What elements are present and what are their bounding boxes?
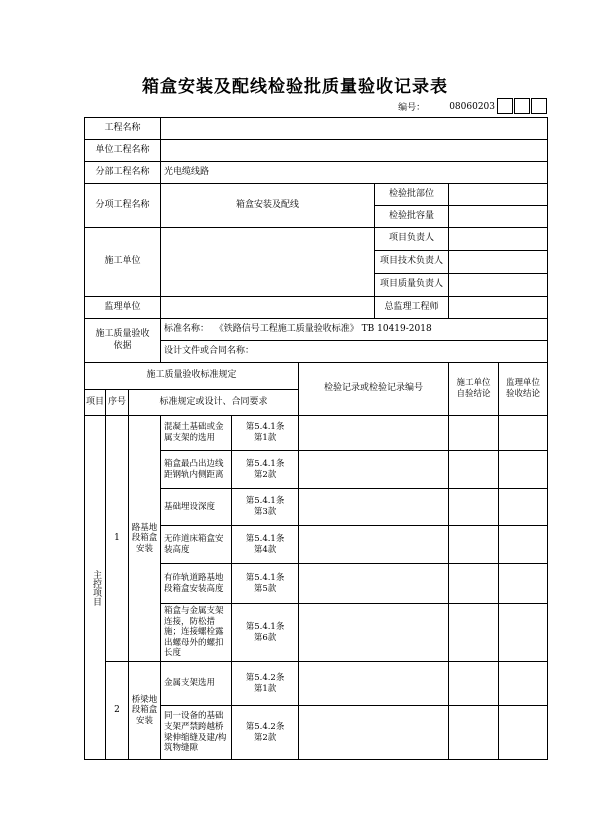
value-project-name[interactable] [161, 118, 548, 140]
item-clause: 第5.4.1条 第5款 [232, 564, 299, 604]
design-document[interactable] [161, 341, 548, 363]
row-project-name [85, 118, 548, 140]
item-clause: 第5.4.1条 第4款 [232, 526, 299, 564]
code-value: 08060203 [449, 101, 495, 112]
value-batch-part[interactable] [449, 184, 548, 206]
label-supervision-unit: 监理单位 [85, 297, 161, 319]
item-construction-result[interactable] [449, 416, 499, 451]
item-record[interactable] [299, 451, 449, 489]
label-project-name: 工程名称 [85, 118, 161, 140]
item-construction-result[interactable] [449, 451, 499, 489]
item-desc: 箱盒与金属支架连接，防松措施；连接螺栓露出螺母外的螺扣长度 [161, 604, 232, 662]
item-supervision-result[interactable] [499, 604, 548, 662]
row-part-project [85, 162, 548, 184]
header-requirement: 标准规定或设计、合同要求 [129, 390, 299, 416]
item-desc: 箱盒最凸出边线距钢轨内侧距离 [161, 451, 232, 489]
form-code [398, 100, 495, 113]
table-row [85, 416, 548, 451]
item-desc: 混凝土基础或金属支架的选用 [161, 416, 232, 451]
value-unit-project[interactable] [161, 140, 548, 162]
group-seq: 2 [106, 662, 129, 760]
code-boxes[interactable] [497, 98, 548, 114]
header-item: 项目 [85, 390, 106, 416]
standard-name[interactable] [161, 319, 548, 341]
label-batch-part: 检验批部位 [375, 184, 449, 206]
item-record[interactable] [299, 564, 449, 604]
item-supervision-result[interactable] [499, 662, 548, 706]
inspection-form-table [84, 117, 548, 760]
item-record[interactable] [299, 706, 449, 760]
value-part-project[interactable]: 光电缆线路 [161, 162, 548, 184]
item-record[interactable] [299, 526, 449, 564]
item-clause: 第5.4.2条 第2款 [232, 706, 299, 760]
code-label: 编号： [398, 103, 426, 113]
table-row [85, 662, 548, 706]
item-supervision-result[interactable] [499, 564, 548, 604]
item-desc: 同一设备的基础支架严禁跨越桥梁伸缩缝及建/构筑物缝隙 [161, 706, 232, 760]
header-spec-group: 施工质量验收标准规定 [85, 363, 299, 390]
header-supervision-conclusion: 监理单位验收结论 [499, 363, 548, 416]
group-name: 路基地段箱盒安装 [129, 416, 161, 662]
item-clause: 第5.4.1条 第3款 [232, 489, 299, 526]
value-supervision-unit[interactable] [161, 297, 375, 319]
value-chief-supervisor[interactable] [449, 297, 548, 319]
code-box[interactable] [531, 98, 547, 114]
item-record[interactable] [299, 416, 449, 451]
group-seq: 1 [106, 416, 129, 662]
header-construction-conclusion: 施工单位自验结论 [449, 363, 499, 416]
item-clause: 第5.4.1条 第6款 [232, 604, 299, 662]
item-clause: 第5.4.2条 第1款 [232, 662, 299, 706]
item-construction-result[interactable] [449, 489, 499, 526]
label-acceptance-basis: 施工质量验收依据 [85, 319, 161, 363]
label-project-leader: 项目负责人 [375, 228, 449, 251]
item-desc: 有砟轨道路基地段箱盒安装高度 [161, 564, 232, 604]
item-construction-result[interactable] [449, 526, 499, 564]
item-clause: 第5.4.1条 第2款 [232, 451, 299, 489]
value-construction-unit[interactable] [161, 228, 375, 297]
header-seq: 序号 [106, 390, 129, 416]
row-unit-project [85, 140, 548, 162]
value-quality-leader[interactable] [449, 274, 548, 297]
label-unit-project: 单位工程名称 [85, 140, 161, 162]
design-label: 设计文件或合同名称： [164, 345, 255, 356]
item-construction-result[interactable] [449, 604, 499, 662]
item-supervision-result[interactable] [499, 489, 548, 526]
standard-value: 《铁路信号工程施工质量验收标准》 TB 10419-2018 [214, 323, 432, 334]
item-record[interactable] [299, 604, 449, 662]
item-supervision-result[interactable] [499, 451, 548, 489]
label-chief-supervisor: 总监理工程师 [375, 297, 449, 319]
item-construction-result[interactable] [449, 662, 499, 706]
item-record[interactable] [299, 489, 449, 526]
group-name: 桥梁地段箱盒安装 [129, 662, 161, 760]
item-record[interactable] [299, 662, 449, 706]
code-box[interactable] [514, 98, 530, 114]
value-sub-project[interactable]: 箱盒安装及配线 [161, 184, 375, 228]
item-desc: 无砟道床箱盒安装高度 [161, 526, 232, 564]
form-title: 箱盒安装及配线检验批质量验收记录表 [142, 77, 448, 97]
header-record: 检验记录或检验记录编号 [299, 363, 449, 416]
label-tech-leader: 项目技术负责人 [375, 251, 449, 274]
item-construction-result[interactable] [449, 564, 499, 604]
label-quality-leader: 项目质量负责人 [375, 274, 449, 297]
standard-label: 标准名称： [164, 323, 210, 334]
label-sub-project: 分项工程名称 [85, 184, 161, 228]
code-box[interactable] [497, 98, 513, 114]
item-desc: 金属支架选用 [161, 662, 232, 706]
item-clause: 第5.4.1条 第1款 [232, 416, 299, 451]
item-supervision-result[interactable] [499, 706, 548, 760]
item-construction-result[interactable] [449, 706, 499, 760]
value-project-leader[interactable] [449, 228, 548, 251]
item-desc: 基础埋设深度 [161, 489, 232, 526]
value-tech-leader[interactable] [449, 251, 548, 274]
label-batch-capacity: 检验批容量 [375, 206, 449, 228]
item-supervision-result[interactable] [499, 416, 548, 451]
main-control-label: 主控项目 [85, 416, 106, 760]
label-part-project: 分部工程名称 [85, 162, 161, 184]
label-construction-unit: 施工单位 [85, 228, 161, 297]
item-supervision-result[interactable] [499, 526, 548, 564]
value-batch-capacity[interactable] [449, 206, 548, 228]
